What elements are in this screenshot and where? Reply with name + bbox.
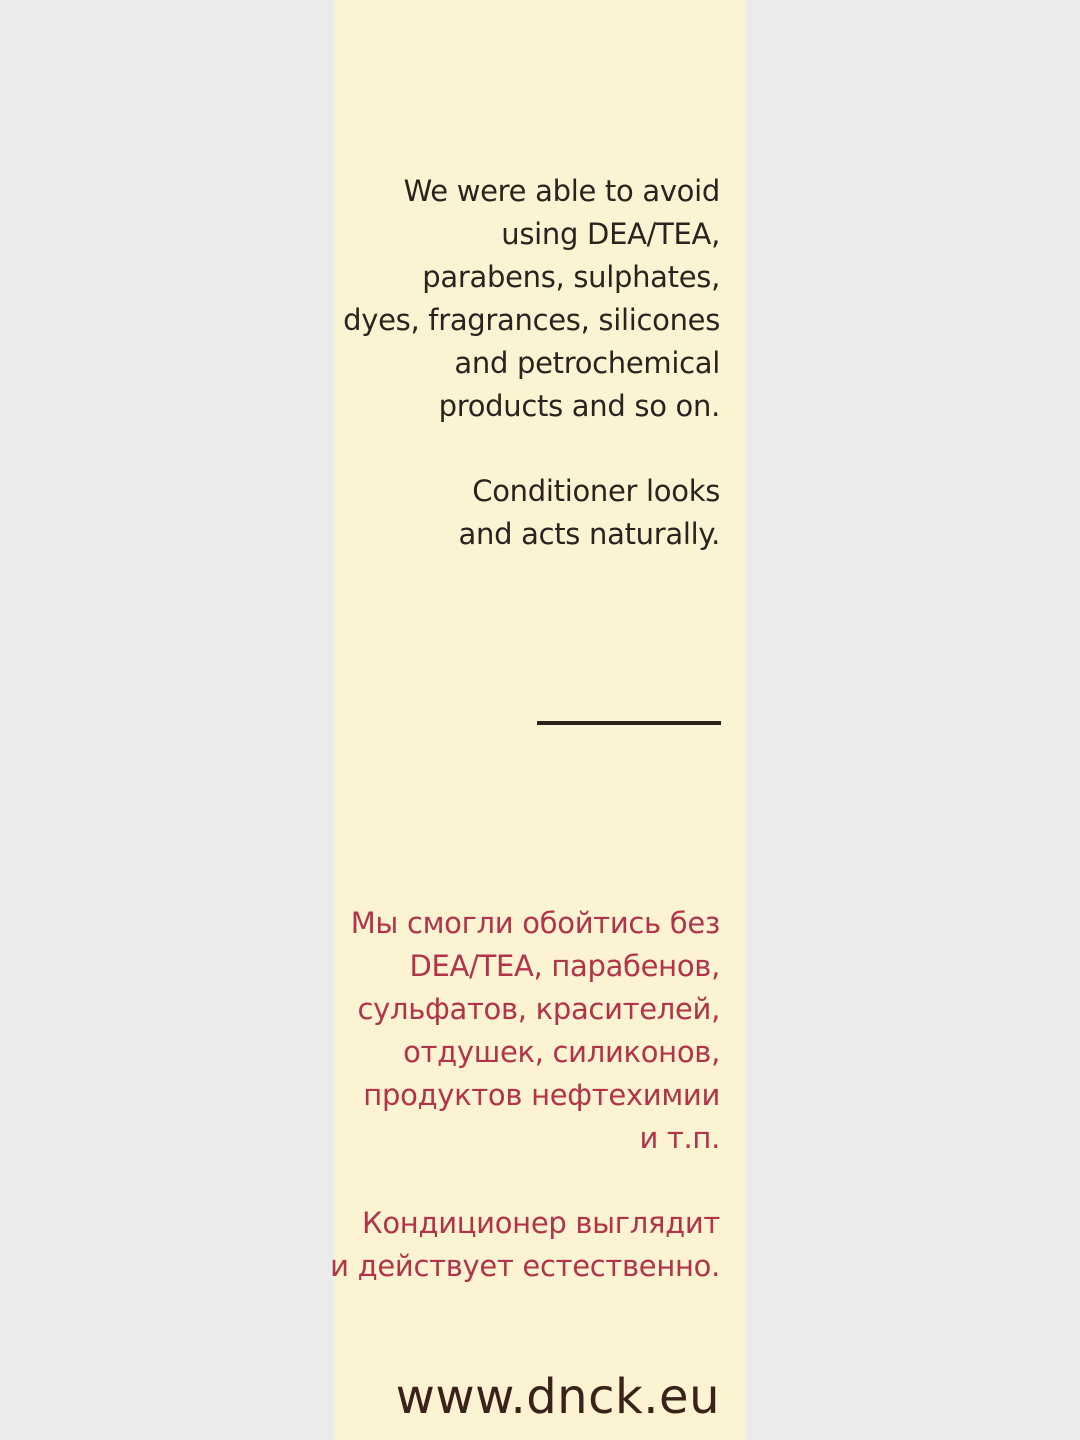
text-line: We were able to avoid	[403, 174, 720, 208]
website-url: www.dnck.eu	[395, 1369, 720, 1425]
text-line: Conditioner looks	[472, 474, 720, 508]
text-line: and acts naturally.	[458, 517, 720, 551]
text-line: Кондиционер выглядит	[362, 1206, 720, 1240]
text-line: DEA/TEA, парабенов,	[409, 949, 720, 983]
text-line: products and so on.	[438, 389, 720, 423]
text-line: продуктов нефтехимии	[363, 1078, 720, 1112]
text-line: using DEA/TEA,	[501, 217, 720, 251]
text-line: и действует естественно.	[330, 1249, 720, 1283]
text-line: and petrochemical	[454, 346, 720, 380]
text-line: и т.п.	[639, 1121, 720, 1155]
text-line: отдушек, силиконов,	[403, 1035, 720, 1069]
text-line: parabens, sulphates,	[422, 260, 720, 294]
text-line: сульфатов, красителей,	[357, 992, 720, 1026]
text-line: Мы смогли обойтись без	[350, 906, 720, 940]
russian-ingredients-paragraph	[351, 902, 720, 1160]
product-info-panel	[330, 0, 746, 1440]
section-divider	[537, 721, 721, 725]
russian-natural-paragraph	[330, 1202, 720, 1288]
english-natural-paragraph	[459, 470, 720, 556]
text-line: dyes, fragrances, silicones	[343, 303, 720, 337]
english-ingredients-paragraph	[343, 170, 720, 428]
